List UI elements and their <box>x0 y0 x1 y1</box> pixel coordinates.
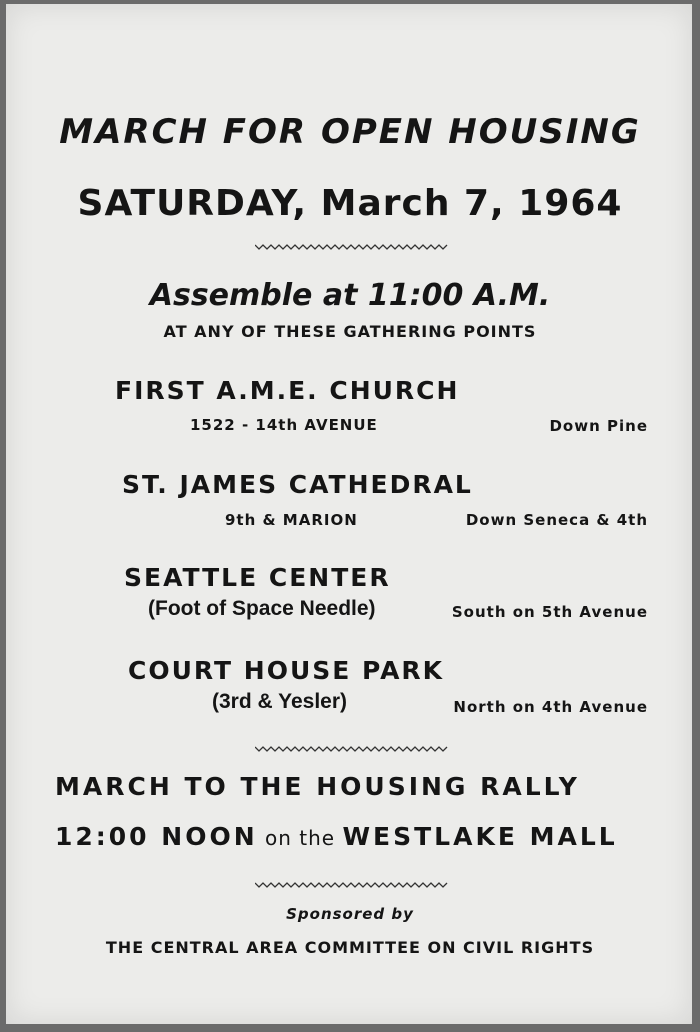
location-detail: 1522 - 14th AVENUE <box>190 416 378 434</box>
location-route: South on 5th Avenue <box>451 603 648 621</box>
location-name: COURT HOUSE PARK <box>128 656 445 685</box>
location-detail: (Foot of Space Needle) <box>148 597 376 620</box>
location-route: Down Seneca & 4th <box>465 511 648 529</box>
location-route: North on 4th Avenue <box>453 698 648 716</box>
sponsor-name: THE CENTRAL AREA COMMITTEE ON CIVIL RIGHTS <box>105 938 595 957</box>
rally-time-location <box>55 822 618 851</box>
divider-squiggle <box>255 744 449 754</box>
location-name: FIRST A.M.E. CHURCH <box>115 376 460 405</box>
location-name: ST. JAMES CATHEDRAL <box>122 470 473 499</box>
event-date: SATURDAY, March 7, 1964 <box>77 183 623 224</box>
rally-time: 12:00 NOON <box>55 822 258 851</box>
location-detail: (3rd & Yesler) <box>212 690 348 713</box>
assemble-time: Assemble at 11:00 A.M. <box>149 278 551 313</box>
sponsored-by-label: Sponsored by <box>286 905 414 923</box>
gathering-note: AT ANY OF THESE GATHERING POINTS <box>163 322 537 341</box>
rally-connector: on the <box>257 826 343 850</box>
divider-squiggle <box>255 242 449 252</box>
divider-squiggle <box>255 880 449 890</box>
rally-place: WESTLAKE MALL <box>342 822 618 851</box>
location-name: SEATTLE CENTER <box>124 563 391 592</box>
flyer-title: MARCH FOR OPEN HOUSING <box>59 112 641 152</box>
location-detail: 9th & MARION <box>225 511 358 529</box>
location-route: Down Pine <box>549 417 648 435</box>
rally-heading: MARCH TO THE HOUSING RALLY <box>55 772 580 801</box>
